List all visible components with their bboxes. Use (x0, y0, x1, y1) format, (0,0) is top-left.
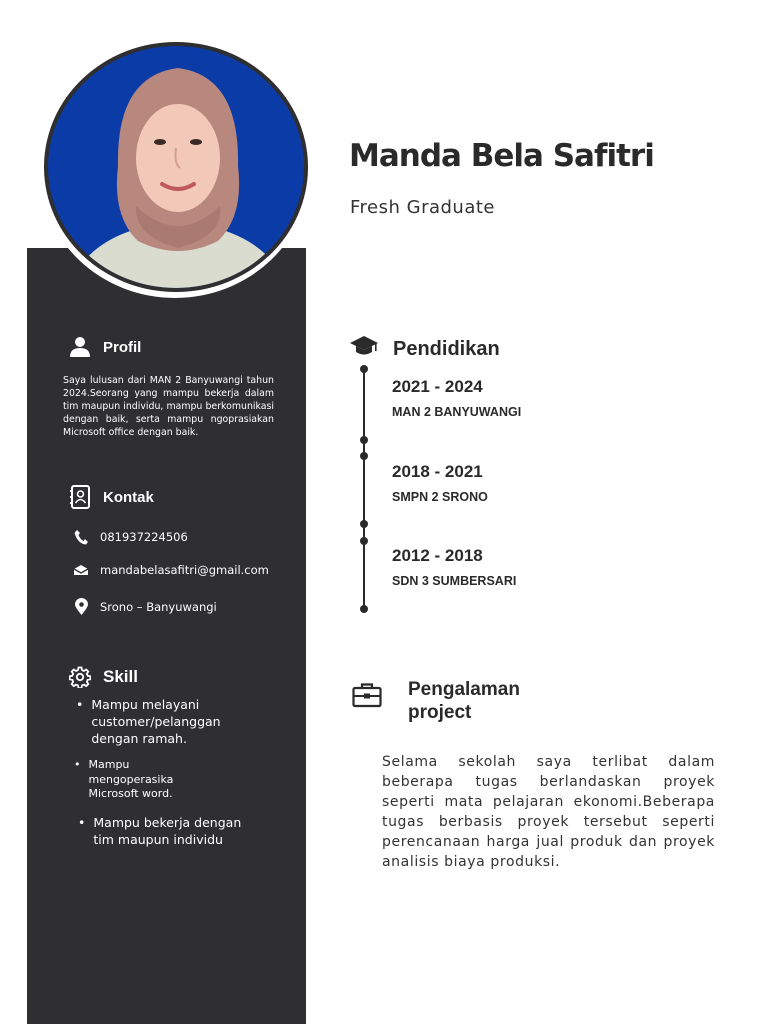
education-years: 2012 - 2018 (392, 546, 483, 565)
sidebar-panel (27, 248, 306, 1024)
experience-title (408, 678, 520, 724)
skill-item-text: Mampu mengoperasika Microsoft word. (88, 758, 174, 800)
education-school: MAN 2 BANYUWANGI (392, 405, 522, 419)
contact-title: Kontak (103, 488, 154, 506)
experience-title-line: Pengalaman (408, 679, 520, 700)
gear-icon (69, 666, 91, 688)
education-heading (349, 334, 500, 364)
timeline-dot (360, 365, 368, 373)
full-name: Manda Bela Safitri (349, 138, 654, 174)
timeline-dot (360, 436, 368, 444)
contact-heading (69, 486, 154, 508)
phone-icon (72, 529, 90, 545)
education-school: SDN 3 SUMBERSARI (392, 574, 517, 588)
skill-item-text: Mampu bekerja dengan tim maupun individu (93, 815, 242, 847)
education-years: 2018 - 2021 (392, 462, 483, 481)
skill-title: Skill (103, 667, 138, 686)
envelope-icon (72, 564, 90, 576)
education-school: SMPN 2 SRONO (392, 490, 488, 504)
experience-heading (352, 678, 520, 724)
contact-phone[interactable] (72, 529, 188, 545)
bullet: • (78, 815, 86, 830)
location-pin-icon (72, 598, 90, 616)
profile-description: Saya lulusan dari MAN 2 Banyuwangi tahun 2024.Seorang yang mampu bekerja dalam tim maupun individu, mampu berkomunikasi dengan baik, serta mampu ngoprasiakan Microsoft office dengan baik. (63, 375, 274, 438)
profile-photo (44, 42, 308, 292)
timeline-dot (360, 537, 368, 545)
education-years: 2021 - 2024 (392, 377, 483, 396)
timeline-dot (360, 520, 368, 528)
timeline-line (363, 368, 365, 610)
contact-email[interactable] (72, 563, 269, 577)
contact-location (72, 598, 217, 616)
skill-item (74, 758, 204, 802)
skill-item (78, 814, 243, 848)
skill-heading (69, 666, 138, 688)
graduation-cap-icon (349, 334, 379, 364)
bullet: • (74, 758, 81, 771)
bullet: • (76, 697, 84, 712)
phone-number: 081937224506 (100, 530, 188, 544)
job-title: Fresh Graduate (350, 197, 496, 218)
timeline-dot (360, 452, 368, 460)
skill-item (76, 696, 246, 747)
profile-heading (69, 336, 141, 358)
location-text: Srono – Banyuwangi (100, 600, 217, 614)
email-address: mandabelasafitri@gmail.com (100, 563, 269, 577)
timeline-dot (360, 605, 368, 613)
experience-title-line: project (408, 702, 472, 723)
skill-item-text: Mampu melayani customer/pelanggan dengan ramah. (91, 697, 221, 746)
briefcase-icon (352, 682, 382, 714)
user-icon (69, 336, 91, 358)
education-title: Pendidikan (393, 337, 500, 360)
experience-description: Selama sekolah saya terlibat dalam beberapa tugas berlandaskan proyek seperti mata pelajaran ekonomi.Beberapa tugas berbasis proyek tersebut seperti perencanaan harga jual produk dan proyek analisis biaya produksi. (382, 754, 715, 870)
contact-book-icon (69, 486, 91, 508)
profile-title: Profil (103, 338, 142, 356)
